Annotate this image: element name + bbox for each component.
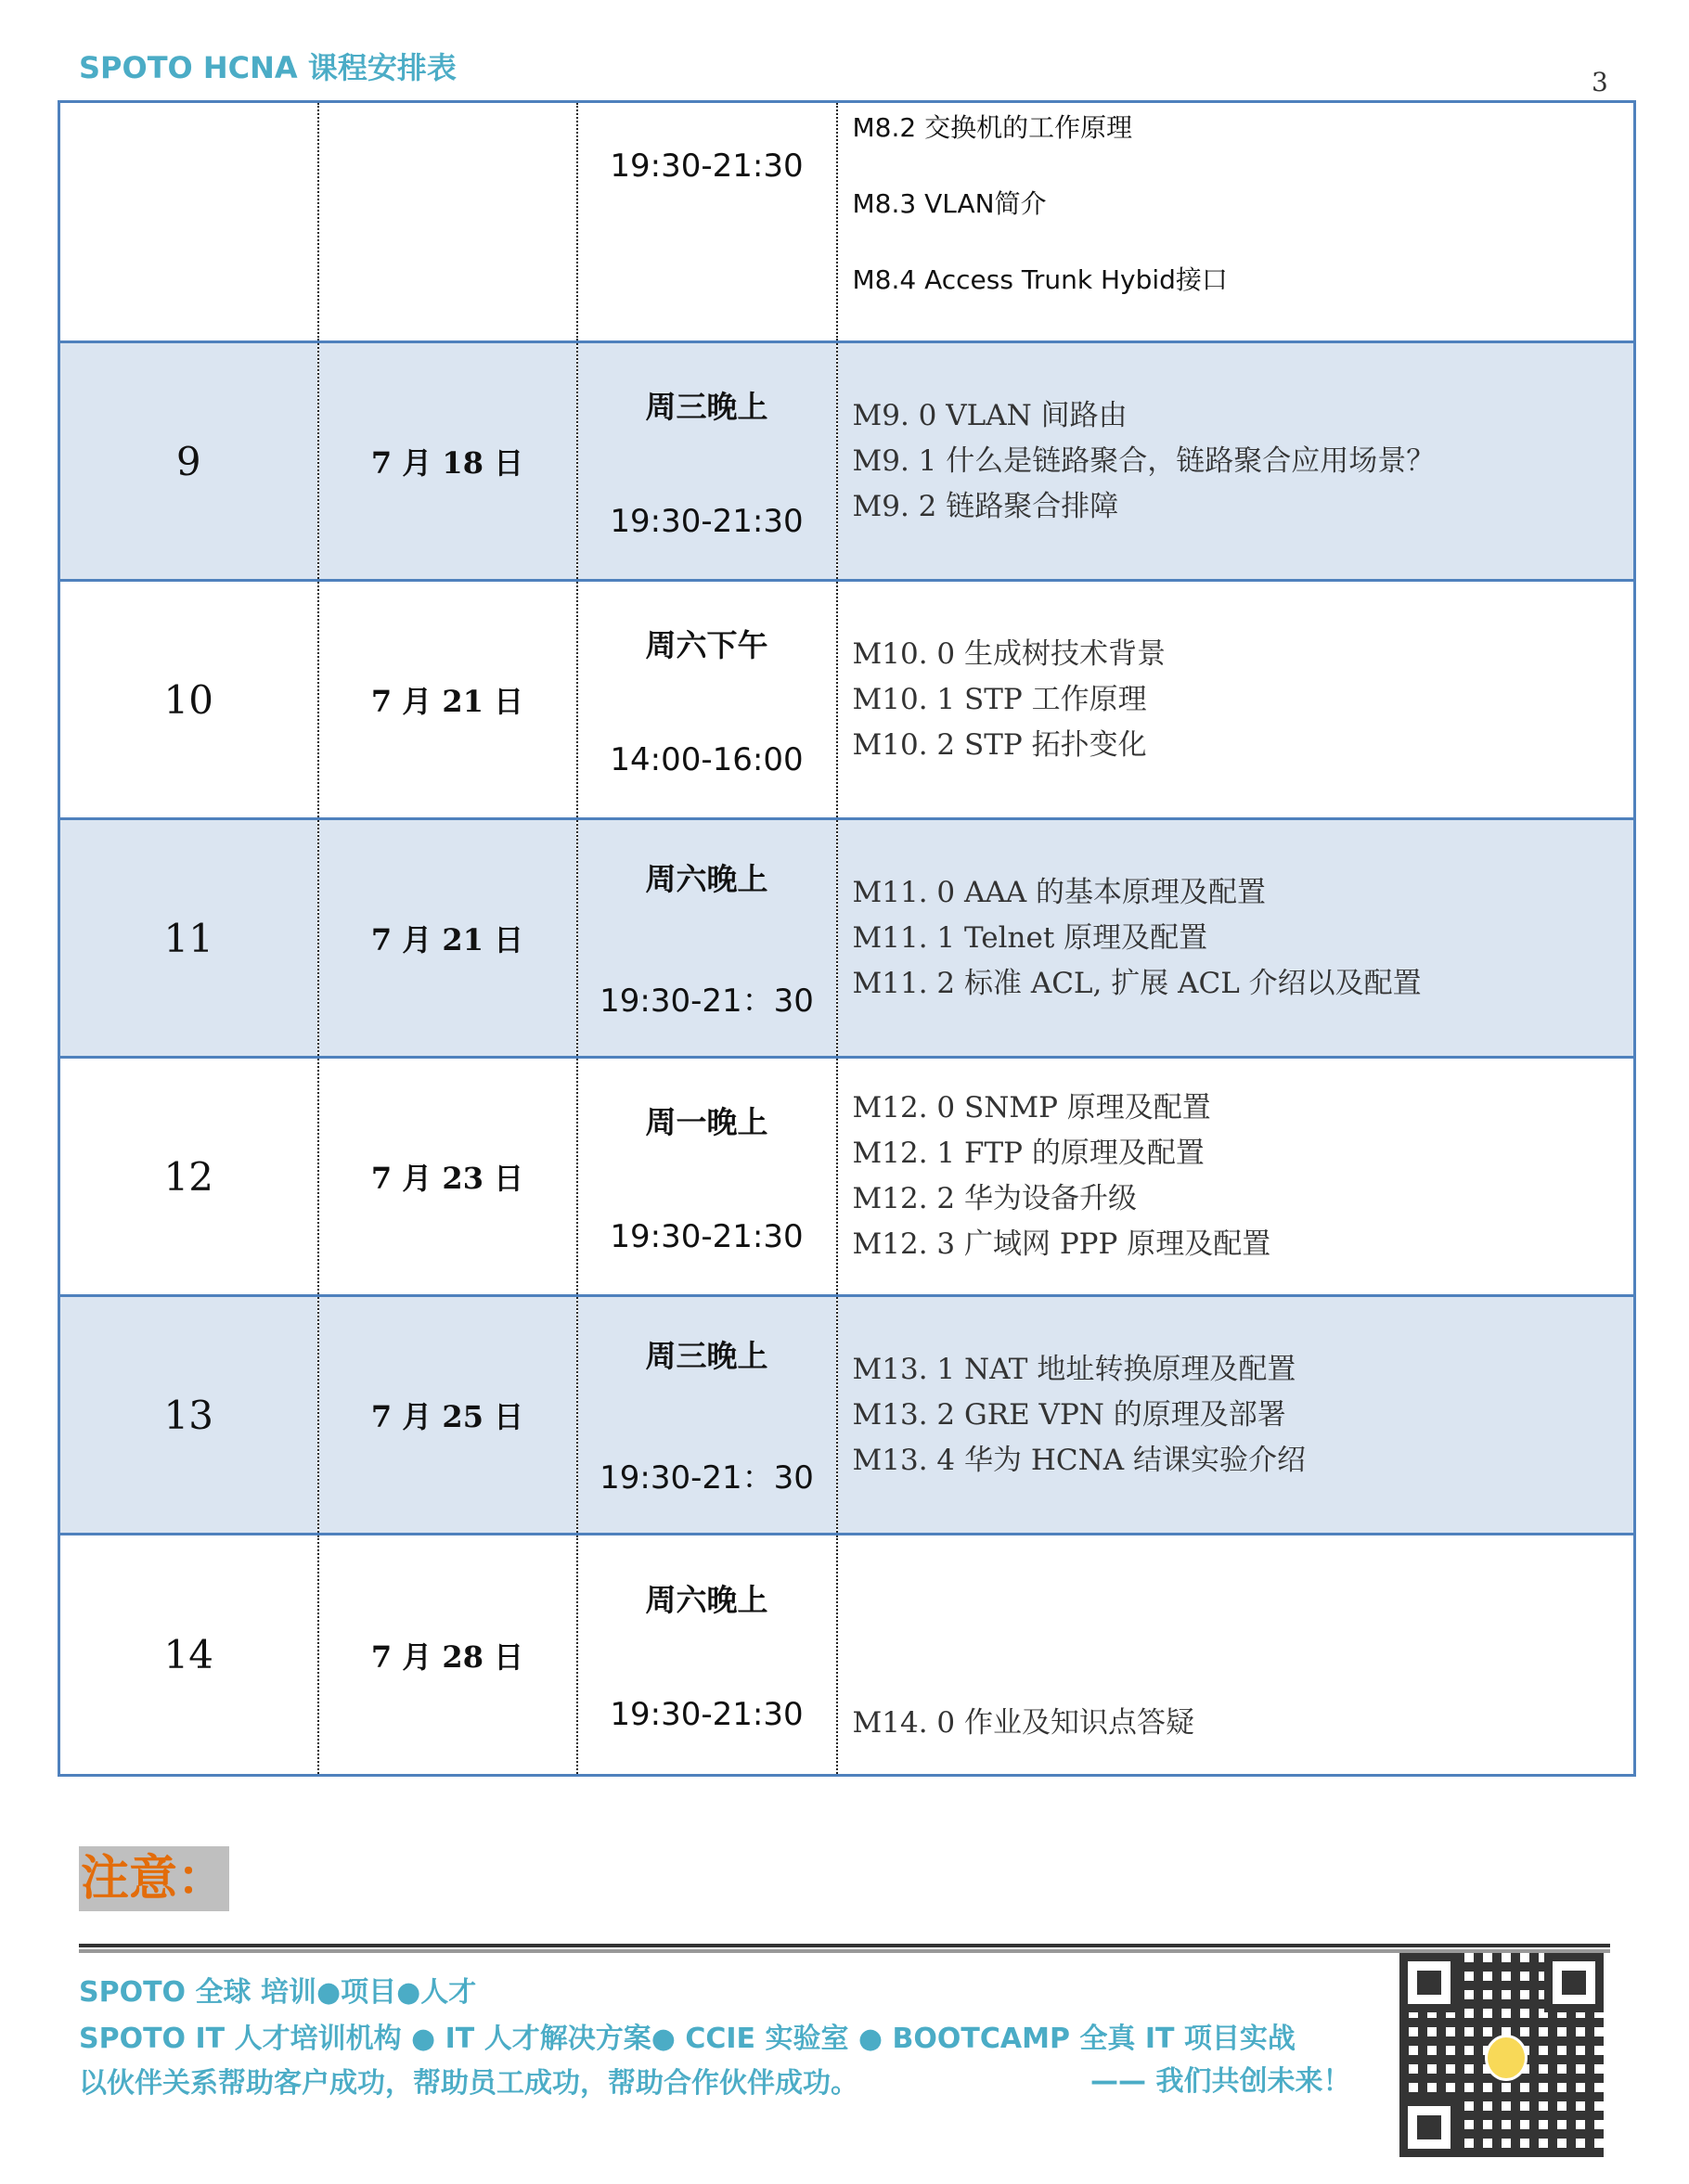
time-range: 19:30-21：30 — [600, 1459, 814, 1497]
topic-item: M10. 0 生成树技术背景 — [852, 636, 1166, 671]
table-row — [59, 1058, 1635, 1296]
topic-item: M13. 4 华为 HCNA 结课实验介绍 — [852, 1443, 1306, 1477]
time-cell — [577, 1058, 837, 1296]
footer-line-3: 以伙伴关系帮助客户成功，帮助员工成功，帮助合作伙伴成功。 — [79, 2067, 858, 2100]
topic-item: M8.4 Access Trunk Hybid接口 — [852, 264, 1228, 295]
weekday-label: 周六晚上 — [645, 1582, 768, 1618]
lesson-number: 12 — [59, 1058, 318, 1296]
qr-finder-icon — [1399, 2098, 1459, 2157]
note-label: 注意： — [79, 1846, 229, 1911]
page-number: 3 — [1592, 67, 1608, 97]
lesson-number-cell — [59, 102, 318, 342]
lesson-date: 7 月 23 日 — [318, 1058, 577, 1296]
table-row — [59, 342, 1635, 581]
time-cell — [577, 819, 837, 1058]
qr-code-icon — [1399, 1953, 1604, 2157]
lesson-number: 13 — [59, 1296, 318, 1535]
mascot-icon — [1485, 2035, 1528, 2081]
table-row — [59, 1296, 1635, 1535]
footer-divider — [79, 1944, 1610, 1953]
time-range: 19:30-21:30 — [610, 148, 804, 185]
time-cell — [577, 102, 837, 342]
page-header-title: SPOTO HCNA 课程安排表 — [79, 50, 457, 85]
topics-cell — [837, 1535, 1635, 1776]
qr-finder-icon — [1399, 1953, 1459, 2012]
topic-item: M11. 0 AAA 的基本原理及配置 — [852, 875, 1266, 909]
topic-item: M8.3 VLAN简介 — [852, 188, 1047, 219]
topic-item: M10. 2 STP 拓扑变化 — [852, 727, 1147, 762]
topic-item: M13. 1 NAT 地址转换原理及配置 — [852, 1352, 1296, 1386]
time-range: 14:00-16:00 — [610, 740, 804, 778]
lesson-date: 7 月 25 日 — [318, 1296, 577, 1535]
table-row — [59, 819, 1635, 1058]
table-row — [59, 1535, 1635, 1776]
topic-item: M10. 1 STP 工作原理 — [852, 682, 1147, 716]
topic-item: M11. 1 Telnet 原理及配置 — [852, 920, 1208, 955]
lesson-date: 7 月 21 日 — [318, 819, 577, 1058]
topic-item: M13. 2 GRE VPN 的原理及部署 — [852, 1397, 1286, 1432]
time-range: 19:30-21:30 — [610, 1696, 804, 1733]
topics-cell — [837, 1058, 1635, 1296]
topic-item: M14. 0 作业及知识点答疑 — [852, 1706, 1194, 1740]
topics-cell — [837, 1296, 1635, 1535]
lesson-number: 9 — [59, 342, 318, 581]
weekday-label: 周三晚上 — [645, 1338, 768, 1374]
weekday-label: 周六晚上 — [645, 861, 768, 897]
time-cell — [577, 342, 837, 581]
footer-line-1: SPOTO 全球 培训●项目●人才 — [79, 1976, 477, 2009]
topics-cell — [837, 819, 1635, 1058]
time-range: 19:30-21:30 — [610, 502, 804, 540]
lesson-date: 7 月 28 日 — [318, 1535, 577, 1776]
lesson-date: 7 月 18 日 — [318, 342, 577, 581]
schedule-table — [58, 100, 1636, 1777]
time-cell — [577, 1535, 837, 1776]
topics-cell — [837, 581, 1635, 819]
weekday-label: 周六下午 — [645, 626, 768, 663]
lesson-date: 7 月 21 日 — [318, 581, 577, 819]
time-range: 19:30-21:30 — [610, 1217, 804, 1255]
table-row — [59, 581, 1635, 819]
time-range: 19:30-21：30 — [600, 983, 814, 1020]
topic-item: M9. 0 VLAN 间路由 — [852, 398, 1128, 432]
table-row — [59, 102, 1635, 342]
weekday-label: 周三晚上 — [645, 388, 768, 425]
lesson-number: 14 — [59, 1535, 318, 1776]
topic-item: M12. 3 广域网 PPP 原理及配置 — [852, 1227, 1271, 1261]
date-cell — [318, 102, 577, 342]
time-cell — [577, 581, 837, 819]
topic-item: M11. 2 标准 ACL, 扩展 ACL 介绍以及配置 — [852, 966, 1422, 1000]
lesson-number: 11 — [59, 819, 318, 1058]
time-cell — [577, 1296, 837, 1535]
topic-item: M9. 2 链路聚合排障 — [852, 489, 1119, 523]
topic-item: M8.2 交换机的工作原理 — [852, 112, 1133, 143]
topic-item: M12. 2 华为设备升级 — [852, 1182, 1137, 1215]
topics-cell — [837, 102, 1635, 342]
topic-item: M12. 0 SNMP 原理及配置 — [852, 1091, 1211, 1124]
qr-finder-icon — [1544, 1953, 1604, 2012]
topic-item: M12. 1 FTP 的原理及配置 — [852, 1137, 1205, 1170]
weekday-label: 周一晚上 — [645, 1103, 768, 1140]
topic-item: M9. 1 什么是链路聚合，链路聚合应用场景？ — [852, 443, 1436, 478]
footer-slogan: —— 我们共创未来！ — [1090, 2065, 1351, 2098]
topics-cell — [837, 342, 1635, 581]
lesson-number: 10 — [59, 581, 318, 819]
footer-line-2: SPOTO IT 人才培训机构 ● IT 人才解决方案● CCIE 实验室 ● BOOTCAMP 全真 IT 项目实战 — [79, 2023, 1296, 2055]
